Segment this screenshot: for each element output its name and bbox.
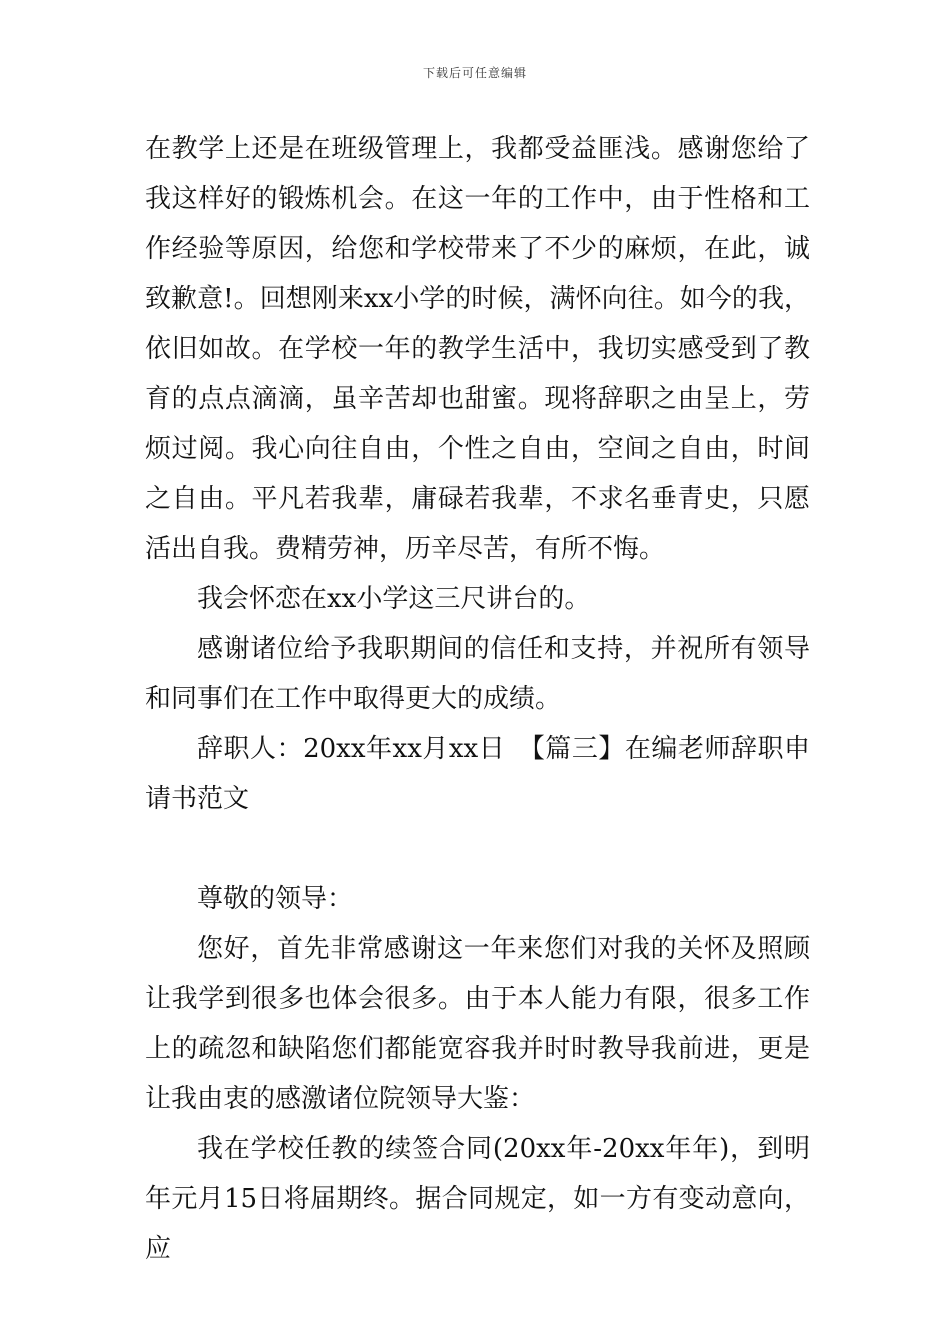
document-body (145, 124, 810, 1274)
salutation: 尊敬的领导： (197, 884, 354, 914)
paragraph-farewell: 我会怀恋在xx小学这三尺讲台的。 (197, 584, 591, 614)
paragraph-contract: 我在学校任教的续签合同(20xx年-20xx年年)，到明年元月15日将届期终。据合同规定，如一方有变动意向，应 (145, 1134, 810, 1264)
blank-line (145, 824, 810, 874)
page-header: 下载后可任意编辑 (422, 66, 527, 80)
paragraph-continuation: 在教学上还是在班级管理上，我都受益匪浅。感谢您给了我这样好的锻炼机会。在这一年的工作中，由于性格和工作经验等原因，给您和学校带来了不少的麻烦，在此，诚致歉意!。回想刚来xx小学的时候，满怀向往。如今的我，依旧如故。在学校一年的教学生活中，我切实感受到了教育的点点滴滴，虽辛苦却也甜蜜。现将辞职之由呈上，劳烦过阅。我心向往自由，个性之自由，空间之自由，时间之自由。平凡若我辈，庸碌若我辈，不求名垂青史，只愿活出自我。费精劳神，历辛尽苦，有所不悔。 (145, 134, 810, 564)
paragraph-greeting: 您好，首先非常感谢这一年来您们对我的关怀及照顾让我学到很多也体会很多。由于本人能力有限，很多工作上的疏忽和缺陷您们都能宽容我并时时教导我前进，更是让我由衷的感激诸位院领导大鉴： (145, 934, 810, 1114)
paragraph-signature-and-section-title: 辞职人：20xx年xx月xx日 【篇三】在编老师辞职申请书范文 (145, 734, 810, 814)
paragraph-thanks: 感谢诸位给予我职期间的信任和支持，并祝所有领导和同事们在工作中取得更大的成绩。 (145, 634, 810, 714)
